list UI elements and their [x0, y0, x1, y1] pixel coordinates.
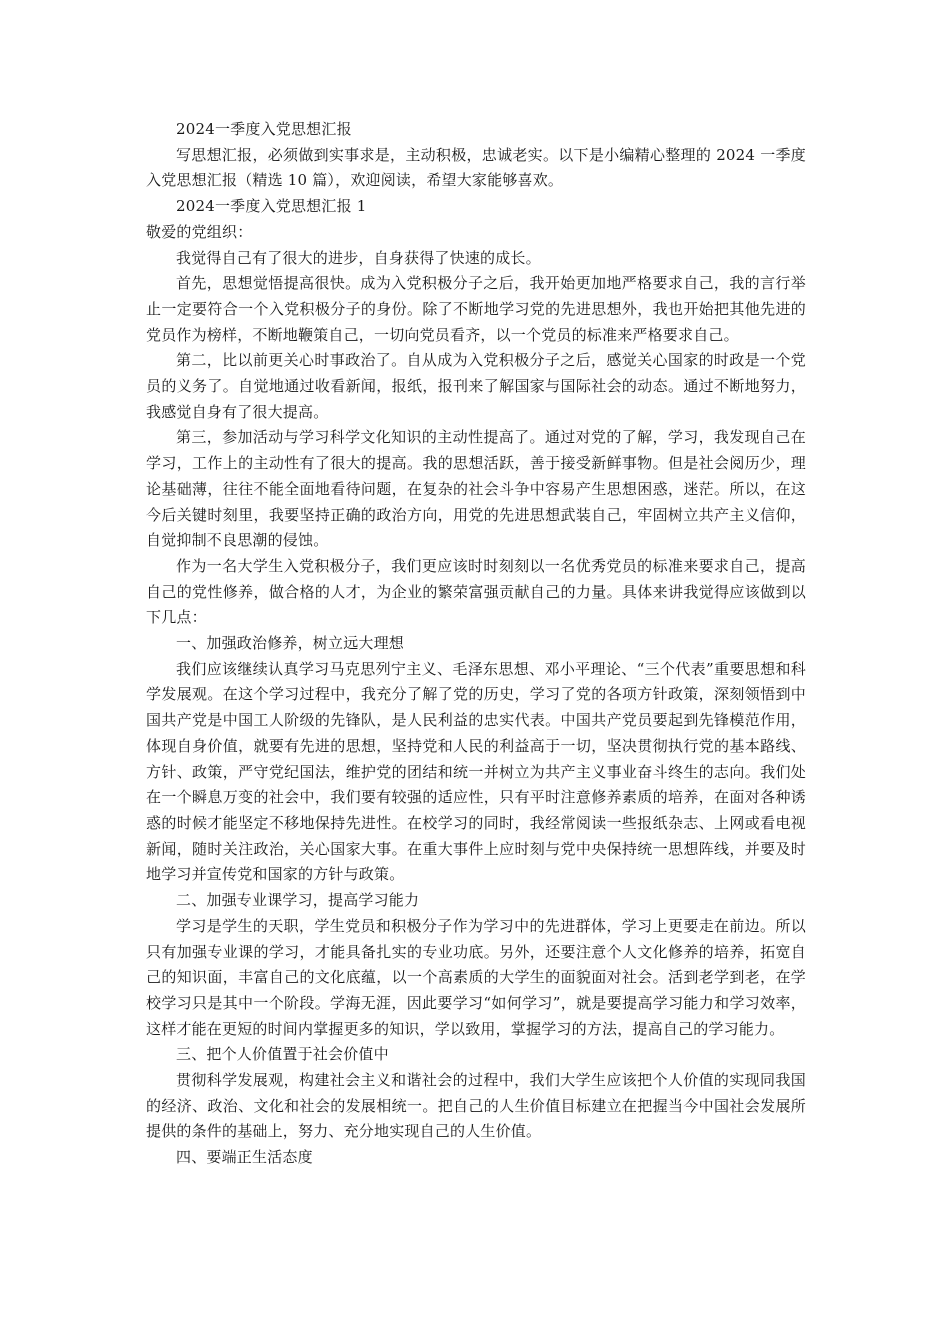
- paragraph: 首先，思想觉悟提高很快。成为入党积极分子之后，我开始更加地严格要求自己，我的言行举止一定要符合一个入党积极分子的身份。除了不断地学习党的先进思想外，我也开始把其他先进的党员作为榜样，不断地鞭策自己，一切向党员看齐，以一个党员的标准来严格要求自己。: [146, 274, 806, 344]
- subheading: 三、把个人价值置于社会价值中: [176, 1045, 389, 1064]
- paragraph: 第三，参加活动与学习科学文化知识的主动性提高了。通过对党的了解，学习，我发现自己在学习，工作上的主动性有了很大的提高。我的思想活跃，善于接受新鲜事物。但是社会阅历少，理论基础薄，往往不能全面地看待问题，在复杂的社会斗争中容易产生思想困惑，迷茫。所以，在这今后关键时刻里，我要坚持正确的政治方向，用党的先进思想武装自己，牢固树立共产主义信仰，自觉抑制不良思潮的侵蚀。: [146, 428, 806, 550]
- document-title: 2024一季度入党思想汇报: [176, 120, 352, 138]
- paragraph: 学习是学生的天职，学生党员和积极分子作为学习中的先进群体，学习上更要走在前边。所以只有加强专业课的学习，才能具备扎实的专业功底。另外，还要注意个人文化修养的培养，拓宽自己的知识面，丰富自己的文化底蕴，以一个高素质的大学生的面貌面对社会。活到老学到老，在学校学习只是其中一个阶段。学海无涯，因此要学习“如何学习”，就是要提高学习能力和学习效率，这样才能在更短的时间内掌握更多的知识，学以致用，掌握学习的方法，提高自己的学习能力。: [146, 916, 806, 1038]
- subheading: 二、加强专业课学习，提高学习能力: [176, 891, 420, 910]
- subheading: 一、加强政治修养，树立远大理想: [176, 634, 405, 653]
- paragraph: 我觉得自己有了很大的进步，自身获得了快速的成长。: [176, 248, 541, 267]
- paragraph: 贯彻科学发展观，构建社会主义和谐社会的过程中，我们大学生应该把个人价值的实现同我国的经济、政治、文化和社会的发展相统一。把自己的人生价值目标建立在把握当今中国社会发展所提供的条件的基础上，努力、充分地实现自己的人生价值。: [146, 1071, 806, 1141]
- paragraph: 我们应该继续认真学习马克思列宁主义、毛泽东思想、邓小平理论、“三个代表”重要思想和科学发展观。在这个学习过程中，我充分了解了党的历史，学习了党的各项方针政策，深刻领悟到中国共产党是中国工人阶级的先锋队，是人民利益的忠实代表。中国共产党员要起到先锋模范作用，体现自身价值，就要有先进的思想，坚持党和人民的利益高于一切，坚决贯彻执行党的基本路线、方针、政策，严守党纪国法，维护党的团结和统一并树立为共产主义事业奋斗终生的志向。我们处在一个瞬息万变的社会中，我们要有较强的适应性，只有平时注意修养素质的培养，在面对各种诱惑的时候才能坚定不移地保持先进性。在校学习的同时，我经常阅读一些报纸杂志、上网或看电视新闻，随时关注政治，关心国家大事。在重大事件上应时刻与党中央保持统一思想阵线，并要及时地学习并宣传党和国家的方针与政策。: [146, 659, 806, 884]
- section-title: 2024一季度入党思想汇报 1: [176, 197, 367, 216]
- paragraph: 作为一名大学生入党积极分子，我们更应该时时刻刻以一名优秀党员的标准来要求自己，提高自己的党性修养，做合格的人才，为企业的繁荣富强贡献自己的力量。具体来讲我觉得应该做到以下几点：: [146, 556, 806, 627]
- paragraph: 第二，比以前更关心时事政治了。自从成为入党积极分子之后，感觉关心国家的时政是一个党员的义务了。自觉地通过收看新闻，报纸，报刊来了解国家与国际社会的动态。通过不断地努力，我感觉自身有了很大提高。: [146, 351, 806, 421]
- salutation: 敬爱的党组织：: [146, 222, 253, 241]
- subheading: 四、要端正生活态度: [176, 1148, 313, 1167]
- intro-paragraph: 写思想汇报，必须做到实事求是，主动积极，忠诚老实。以下是小编精心整理的 2024 一季度入党思想汇报（精选 10 篇），欢迎阅读，希望大家能够喜欢。: [146, 145, 806, 190]
- document-body: [146, 117, 806, 1171]
